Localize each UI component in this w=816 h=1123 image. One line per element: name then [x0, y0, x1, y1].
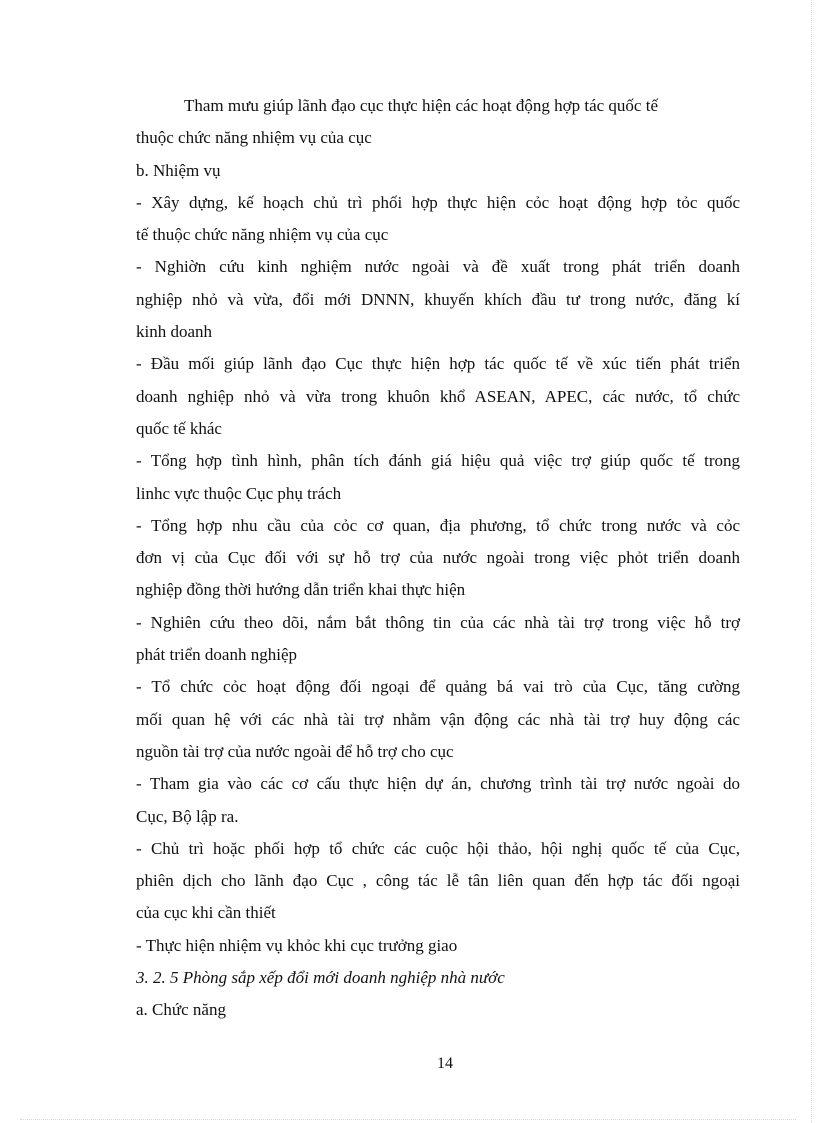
paragraph-line: - Tham gia vào các cơ cấu thực hiện dự án, chương trình tài trợ nước ngoài do — [136, 774, 740, 794]
paragraph-line: - Nghiờn cứu kinh nghiệm nước ngoài và đề xuất trong phát triển doanh — [136, 257, 740, 277]
paragraph-line: đơn vị của Cục đối với sự hỗ trợ của nước ngoài trong việc phỏt triển doanh — [136, 548, 740, 568]
paragraph-line: - Đầu mối giúp lãnh đạo Cục thực hiện hợp tác quốc tế về xúc tiến phát triển — [136, 354, 740, 374]
page-right-divider — [811, 0, 812, 1123]
paragraph-line: nghiệp đồng thời hướng dẫn triển khai thực hiện — [136, 580, 466, 600]
paragraph-line: của cục khi cần thiết — [136, 903, 276, 923]
page-number: 14 — [437, 1055, 453, 1072]
paragraph-line: mối quan hệ với các nhà tài trợ nhằm vận động các nhà tài trợ huy động các — [136, 709, 740, 729]
paragraph-line: - Nghiên cứu theo dõi, nắm bắt thông tin của các nhà tài trợ trong việc hỗ trợ — [136, 612, 740, 632]
paragraph-line: Tham mưu giúp lãnh đạo cục thực hiện các hoạt động hợp tác quốc tế — [184, 96, 658, 115]
section-heading: a. Chức năng — [136, 1000, 226, 1020]
paragraph-line: nghiệp nhỏ và vừa, đổi mới DNNN, khuyến khích đầu tư trong nước, đăng kí — [136, 289, 740, 309]
paragraph-line: Cục, Bộ lập ra. — [136, 806, 239, 826]
paragraph-line: linhc vực thuộc Cục phụ trách — [136, 483, 342, 503]
paragraph-line: nguồn tài trợ của nước ngoài để hỗ trợ cho cục — [136, 741, 454, 761]
paragraph-line: doanh nghiệp nhỏ và vừa trong khuôn khổ ASEAN, APEC, các nước, tổ chức — [136, 386, 740, 406]
paragraph-line: - Chủ trì hoặc phối hợp tổ chức các cuộc hội thảo, hội nghị quốc tế của Cục, — [136, 838, 740, 858]
paragraph-line: - Tổng hợp nhu cầu của cỏc cơ quan, địa phương, tổ chức trong nước và cỏc — [136, 515, 740, 535]
paragraph-line: - Tổng hợp tình hình, phân tích đánh giá hiệu quả việc trợ giúp quốc tế trong — [136, 451, 740, 471]
paragraph-line: tế thuộc chức năng nhiệm vụ của cục — [136, 225, 389, 245]
page-bottom-divider — [20, 1119, 796, 1120]
paragraph-line: thuộc chức năng nhiệm vụ của cục — [136, 128, 372, 148]
section-heading: b. Nhiệm vụ — [136, 160, 221, 180]
paragraph-line: quốc tế khác — [136, 418, 222, 438]
paragraph-line: - Xây dựng, kế hoạch chủ trì phối hợp thực hiện cỏc hoạt động hợp tỏc quốc — [136, 192, 740, 212]
paragraph-line: kinh doanh — [136, 322, 213, 342]
paragraph-line: phiên dịch cho lãnh đạo Cục , công tác lễ tân liên quan đến hợp tác đối ngoại — [136, 871, 740, 891]
section-heading: 3. 2. 5 Phòng sắp xếp đổi mới doanh nghiệp nhà nước — [136, 968, 505, 988]
paragraph-line: - Thực hiện nhiệm vụ khỏc khi cục trưởng giao — [136, 935, 458, 955]
paragraph-line: phát triển doanh nghiệp — [136, 645, 297, 665]
document-body — [136, 90, 740, 1027]
paragraph-line: - Tổ chức cỏc hoạt động đối ngoại để quảng bá vai trò của Cục, tăng cường — [136, 677, 740, 697]
